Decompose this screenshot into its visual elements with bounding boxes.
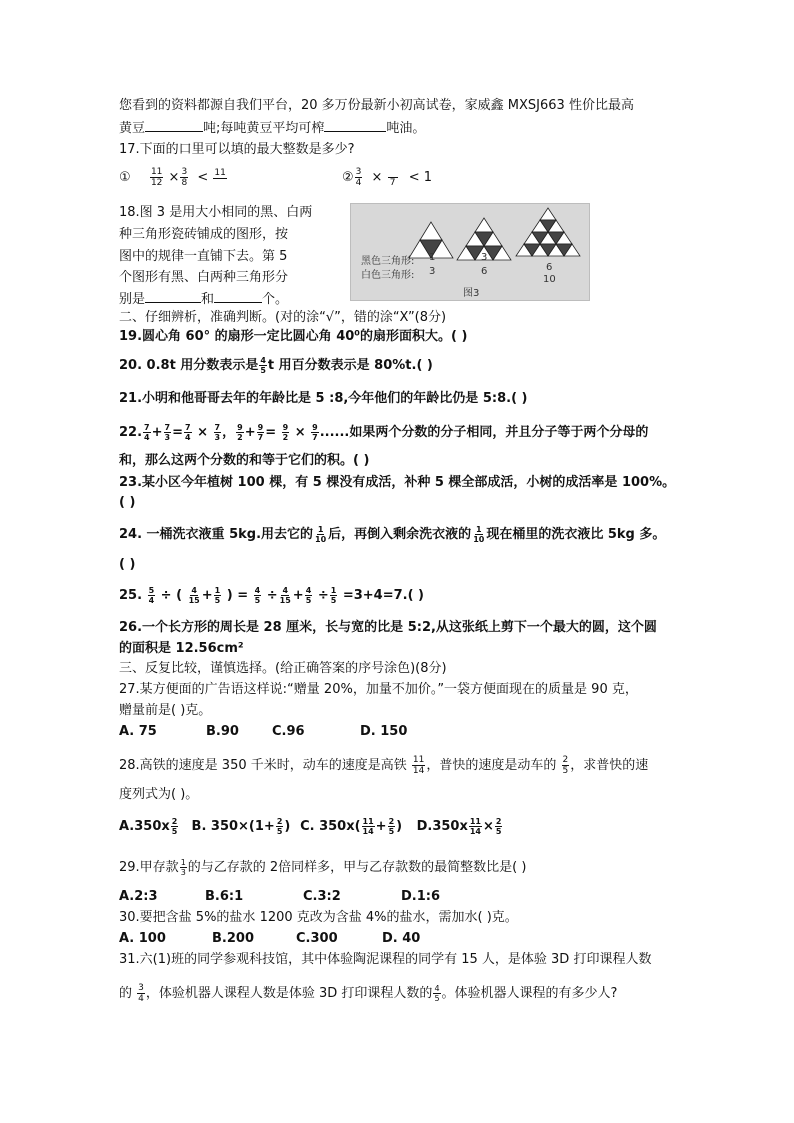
q25: 25. $\frac{5}{4}$ ÷ ( $\frac{4}{15}$ + $\frac{1}{5}$ ) = $\frac{4}{5}$ ÷ $\frac{4}{15}$ + $\frac{4}{5}$ ÷ $\frac{1}{5}$ =3+4=7.( ) xyxy=(119,586,424,605)
option-d[interactable]: D.350x $\frac{11}{14}$ × $\frac{2}{5}$ xyxy=(416,817,502,836)
q31-line-2: 的 $\frac{3}{4}$ ，体验机器人课程人数是体验 3D 打印课程人数的 $\frac{4}{5}$ 。体验机器人课程的有多少人? xyxy=(119,983,618,1004)
q26-line-1: 26.一个长方形的周长是 28 厘米，长与宽的比是 5:2,从这张纸上剪下一个最大的圆，这个圆 xyxy=(119,620,657,635)
option-b[interactable]: B.200 xyxy=(212,931,254,946)
q23-line-1: 23.某小区今年植树 100 棵，有 5 棵没有成活，补种 5 棵全部成活，小树的成活率是 100%。 xyxy=(119,475,676,490)
fraction: $\frac{11}{12}$ xyxy=(150,167,163,188)
q23-line-2: ( ) xyxy=(119,495,136,510)
fraction-with-box: 11 xyxy=(214,167,226,178)
q29-line-1: 29.甲存款 $\frac{1}{3}$ 的与乙存款的 2倍同样多，甲与乙存款数的最简整数比是( ) xyxy=(119,858,527,877)
q17-part-b: ② $\frac{3}{4}$ × 7 < 1 xyxy=(342,167,433,188)
q17-title: 17.下面的口里可以填的最大整数是多少? xyxy=(119,142,355,157)
q31-line-1: 31.六(1)班的同学参观科技馆，其中体验陶泥课程的同学有 15 人，是体验 3D 打印课程人数 xyxy=(119,952,652,967)
black-count-1: 1 xyxy=(429,252,436,263)
option-c[interactable]: C.300 xyxy=(296,931,338,946)
q18-line-5: 别是 和 个。 xyxy=(119,292,289,307)
answer-blank[interactable] xyxy=(145,290,201,303)
option-b[interactable]: B.90 xyxy=(206,724,239,739)
circled-number-2: ② xyxy=(342,170,354,185)
q19: 19.圆心角 60° 的扇形一定比圆心角 40⁰的扇形面积大。( ) xyxy=(119,329,468,344)
q24-line-1: 24. 一桶洗衣液重 5kg.用去它的 $\frac{1}{10}$ 后，再倒入剩余洗衣液的 $\frac{1}{10}$ 现在桶里的洗衣液比 5kg 多。 xyxy=(119,525,666,544)
q20: 20. 0.8t 用分数表示是 $\frac{4}{5}$ t 用百分数表示是 80%t.( ) xyxy=(119,356,433,375)
answer-blank[interactable] xyxy=(145,119,203,132)
section-3-title: 三、反复比较，谨慎选择。(给正确答案的序号涂色)(8分) xyxy=(119,661,447,676)
q27-options xyxy=(119,723,407,741)
option-a[interactable]: A. 75 xyxy=(119,724,157,739)
circled-number-1: ① xyxy=(119,170,131,185)
triangle-pattern-figure xyxy=(350,203,590,301)
q30-options xyxy=(119,930,420,948)
pattern-figure-3 xyxy=(516,208,580,256)
option-a[interactable]: A.350x $\frac{2}{5}$ xyxy=(119,817,178,836)
q18-line-2: 种三角形瓷砖铺成的图形，按 xyxy=(119,227,289,242)
option-d[interactable]: D. 150 xyxy=(360,724,408,739)
fraction: $\frac{3}{4}$ xyxy=(355,167,362,188)
q30-line-1: 30.要把含盐 5%的盐水 1200 克改为含盐 4%的盐水，需加水( )克。 xyxy=(119,910,518,925)
header-text-a: 黄豆 xyxy=(119,121,146,136)
black-count-3: 6 xyxy=(546,262,553,273)
white-count-1: 3 xyxy=(429,266,436,277)
option-a[interactable]: A.2:3 xyxy=(119,889,158,904)
option-c[interactable]: C. 350x( $\frac{11}{14}$ + $\frac{2}{5}$ ) xyxy=(300,817,403,836)
fraction: $\frac{3}{8}$ xyxy=(181,167,188,188)
q18-line-1: 18.图 3 是用大小相同的黑、白两 xyxy=(119,205,313,220)
q27-line-2: 赠量前是( )克。 xyxy=(119,703,212,718)
white-triangle-label: 白色三角形: xyxy=(361,270,415,281)
q18-line-4: 个图形有黑、白两种三角形分 xyxy=(119,270,289,285)
fraction-with-box: 7 xyxy=(388,168,398,188)
fraction: $\frac{1}{10}$ xyxy=(473,525,485,544)
q17-part-a: ① $\frac{11}{12}$ × $\frac{3}{8}$ < 11 xyxy=(119,167,226,188)
option-d[interactable]: D.1:6 xyxy=(401,889,441,904)
option-b[interactable]: B. 350×(1+ $\frac{2}{5}$ ) xyxy=(191,817,291,836)
figure-caption: 图3 xyxy=(463,288,480,299)
header-text-b: 吨;每吨黄豆平均可榨 xyxy=(203,121,325,136)
q26-line-2: 的面积是 12.56cm² xyxy=(119,641,244,656)
black-triangle-label: 黑色三角形: xyxy=(361,256,415,267)
fraction: $\frac{4}{5}$ xyxy=(260,356,266,375)
q29-options xyxy=(119,888,440,906)
option-b[interactable]: B.6:1 xyxy=(205,889,244,904)
q18-line-3: 图中的规律一直铺下去。第 5 xyxy=(119,249,288,264)
option-a[interactable]: A. 100 xyxy=(119,931,166,946)
header-line-1: 您看到的资料都源自我们平台，20 多万份最新小初高试卷，家威鑫 MXSJ663 性价比最高 xyxy=(119,98,634,113)
q28-options xyxy=(119,817,503,836)
q28-line-2: 度列式为( )。 xyxy=(119,787,199,802)
section-2-title: 二、仔细辨析，准确判断。(对的涂“√”，错的涂“X”(8分) xyxy=(119,310,447,325)
answer-blank[interactable] xyxy=(324,119,386,132)
white-count-2: 6 xyxy=(481,266,488,277)
q27-line-1: 27.某方便面的广告语这样说:“赠量 20%，加量不加价。”一袋方便面现在的质量是 90 克， xyxy=(119,682,638,697)
q21: 21.小明和他哥哥去年的年龄比是 5 :8,今年他们的年龄比仍是 5:8.( ) xyxy=(119,391,528,406)
option-c[interactable]: C.3:2 xyxy=(303,889,341,904)
option-c[interactable]: C.96 xyxy=(272,724,305,739)
white-count-3: 10 xyxy=(543,274,556,285)
black-count-2: 3 xyxy=(481,252,488,263)
q28-line-1: 28.高铁的速度是 350 千米时，动车的速度是高铁 $\frac{11}{14}$ ，普快的速度是动车的 $\frac{2}{5}$ ，求普快的速 xyxy=(119,755,649,776)
header-line-2 xyxy=(119,119,425,138)
header-text-c: 吨油。 xyxy=(386,121,426,136)
fraction: $\frac{1}{10}$ xyxy=(315,525,327,544)
q22-line-1: 22. $\frac{7}{4}$ + $\frac{7}{3}$ = $\frac{7}{4}$ × $\frac{7}{3}$ ， $\frac{9}{2}$ + $\frac{9}{7}$ = $\frac{9}{2}$ × $\frac{9}{7}$ ......如果两个分数的分子相同，并且分子等于两个分母的 xyxy=(119,423,649,442)
q22-line-2: 和，那么这两个分数的和等于它们的积。( ) xyxy=(119,453,370,468)
q24-line-2: ( ) xyxy=(119,557,136,572)
answer-blank[interactable] xyxy=(214,290,262,303)
option-d[interactable]: D. 40 xyxy=(382,931,421,946)
